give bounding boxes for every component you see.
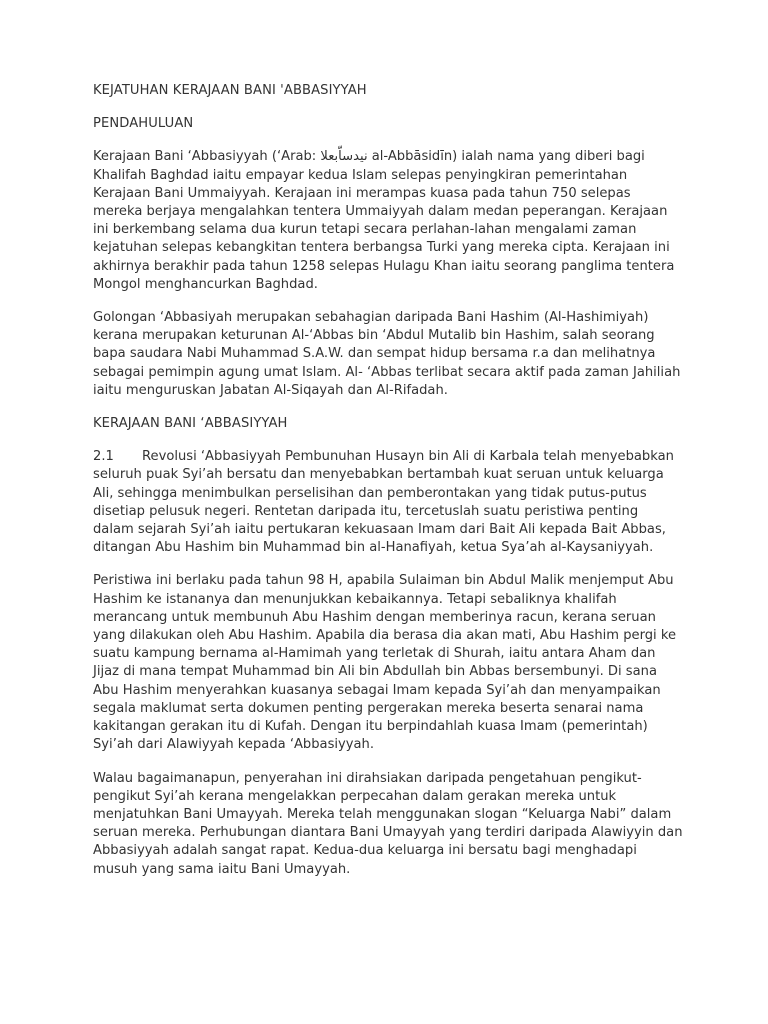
paragraph-3-text: Revolusi ‘Abbasiyyah Pembunuhan Husayn bin Ali di Karbala telah menyebabkan seluruh puak Syi’ah bersatu dan menyebabkan bertambah kuat seruan untuk keluarga Ali, sehingga menimbulkan perselisihan dan pemberontakan yang tidak putus-putus disetiap pelusuk negeri. Rentetan daripada itu, tercetuslah suatu peristiwa penting dalam sejarah Syi’ah iaitu pertukaran kekuasaan Imam dari Bait Ali kepada Bait Abbas, ditangan Abu Hashim bin Muhammad bin al-Hanafiyah, ketua Sya’ah al-Kaysaniyyah. [93,449,674,556]
paragraph-2: Golongan ‘Abbasiyah merupakan sebahagian daripada Bani Hashim (Al-Hashimiyah) kerana merupakan keturunan Al-‘Abbas bin ‘Abdul Mutalib bin Hashim, salah seorang bapa saudara Nabi Muhammad S.A.W. dan sempat hidup bersama r.a dan melihatnya sebagai pemimpin agung umat Islam. Al- ‘Abbas terlibat secara aktif pada zaman Jahiliah iaitu menguruskan Jabatan Al-Siqayah dan Al-Rifadah. [93,310,681,398]
paragraph-1: Kerajaan Bani ‘Abbasiyyah (‘Arab: نيدساّبعلا al-Abbāsidīn) ialah nama yang diberi bagi Khalifah Baghdad iaitu empayar kedua Islam selepas penyingkiran pemerintahan Kerajaan Bani Ummaiyyah. Kerajaan ini merampas kuasa pada tahun 750 selepas mereka berjaya mengalahkan tentera Ummaiyyah dalam medan peperangan. Kerajaan ini berkembang selama dua kurun tetapi secara perlahan-lahan mengalami zaman kejatuhan selepas kebangkitan tentera berbangsa Turki yang mereka cipta. Kerajaan ini akhirnya berakhir pada tahun 1258 selepas Hulagu Khan iaitu seorang panglima tentera Mongol menghancurkan Baghdad. [93,149,675,292]
paragraph-3 [93,448,683,557]
paragraph-5: Walau bagaimanapun, penyerahan ini dirahsiakan daripada pengetahuan pengikut-pengikut Syi’ah kerana mengelakkan perpecahan dalam gerakan mereka untuk menjatuhkan Bani Umayyah. Mereka telah menggunakan slogan “Keluarga Nabi” dalam seruan mereka. Perhubungan diantara Bani Umayyah yang terdiri daripada Alawiyyin dan Abbasiyyah adalah sangat rapat. Kedua-dua keluarga ini bersatu bagi menghadapi musuh yang sama iaitu Bani Umayyah. [93,770,683,877]
section-heading: KERAJAAN BANI ‘ABBASIYYAH [93,416,288,432]
document-title: KEJATUHAN KERAJAAN BANI 'ABBASIYYAH [93,83,367,98]
section-number: 2.1 [93,449,114,465]
paragraph-4: Peristiwa ini berlaku pada tahun 98 H, apabila Sulaiman bin Abdul Malik menjemput Abu Hashim ke istananya dan menunjukkan kebaikannya. Tetapi sebaliknya khalifah merancang untuk membunuh Abu Hashim dengan memberinya racun, kerana seruan yang dilakukan oleh Abu Hashim. Apabila dia berasa dia akan mati, Abu Hashim pergi ke suatu kampung bernama al-Hamimah yang terletak di Shurah, iaitu antara Aham dan Jijaz di mana tempat Muhammad bin Ali bin Abdullah bin Abbas bersembunyi. Di sana Abu Hashim menyerahkan kuasanya sebagai Imam kepada Syi’ah dan menyampaikan segala maklumat serta dokumen penting pergerakan mereka beserta senarai nama kakitangan gerakan itu di Kufah. Dengan itu berpindahlah kuasa Imam (pemerintah) Syi’ah dari Alawiyyah kepada ‘Abbasiyyah. [93,573,677,753]
intro-heading: PENDAHULUAN [93,116,194,132]
document-page [93,82,683,894]
